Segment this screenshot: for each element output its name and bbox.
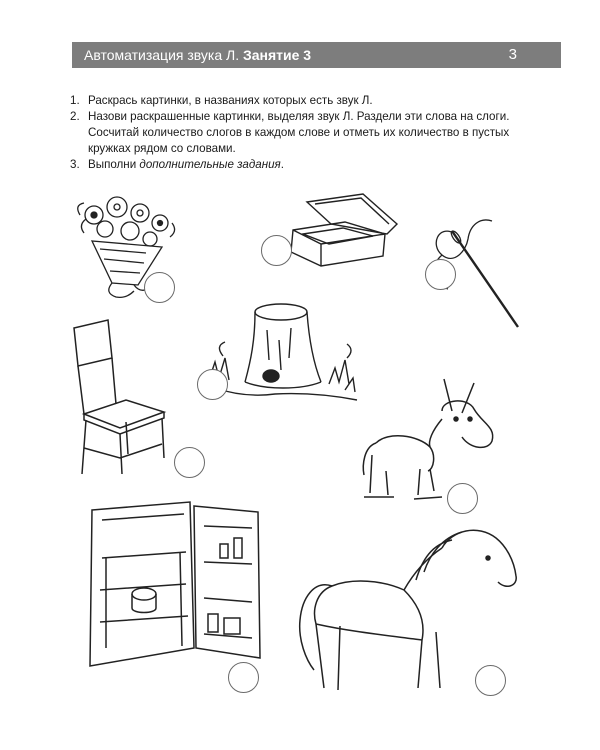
tree-stump-icon [205, 300, 365, 410]
donkey-icon [358, 375, 500, 505]
task-item: 3. Выполни дополнительные задания. [70, 158, 284, 171]
syllable-circle[interactable] [228, 662, 259, 693]
lesson-header [72, 42, 561, 68]
lesson-number-label: Занятие 3 [242, 47, 312, 63]
task-item: 1. Раскрась картинки, в названиях которых есть звук Л. [70, 94, 373, 107]
soap-dish-icon [285, 190, 405, 270]
syllable-circle[interactable] [447, 483, 478, 514]
syllable-circle[interactable] [425, 259, 456, 290]
syllable-circle[interactable] [475, 665, 506, 696]
task-text: Назови раскрашенные картинки, выделяя звук Л. Раздели эти слова на слоги. Сосчитай количество слогов в каждом слове и отметь их количество в пустых кружках рядом со словами. [88, 110, 510, 155]
task-emphasis: дополнительные задания [139, 158, 281, 171]
syllable-circle[interactable] [174, 447, 205, 478]
page-number: 3 [508, 46, 517, 63]
task-list [66, 93, 541, 173]
refrigerator-icon [82, 498, 272, 673]
lesson-title: Автоматизация звука Л. Занятие 3 [84, 47, 312, 63]
chair-icon [68, 318, 180, 478]
syllable-circle[interactable] [197, 369, 228, 400]
task-text: Раскрась картинки, в названиях которых есть звук Л. [88, 94, 373, 107]
syllable-circle[interactable] [144, 272, 175, 303]
task-item: 2. Назови раскрашенные картинки, выделяя звук Л. Раздели эти слова на слоги. Сосчитай количество слогов в каждом слове и отметь их количество в пустых кружках рядом со словами. [70, 110, 510, 155]
syllable-circle[interactable] [261, 235, 292, 266]
